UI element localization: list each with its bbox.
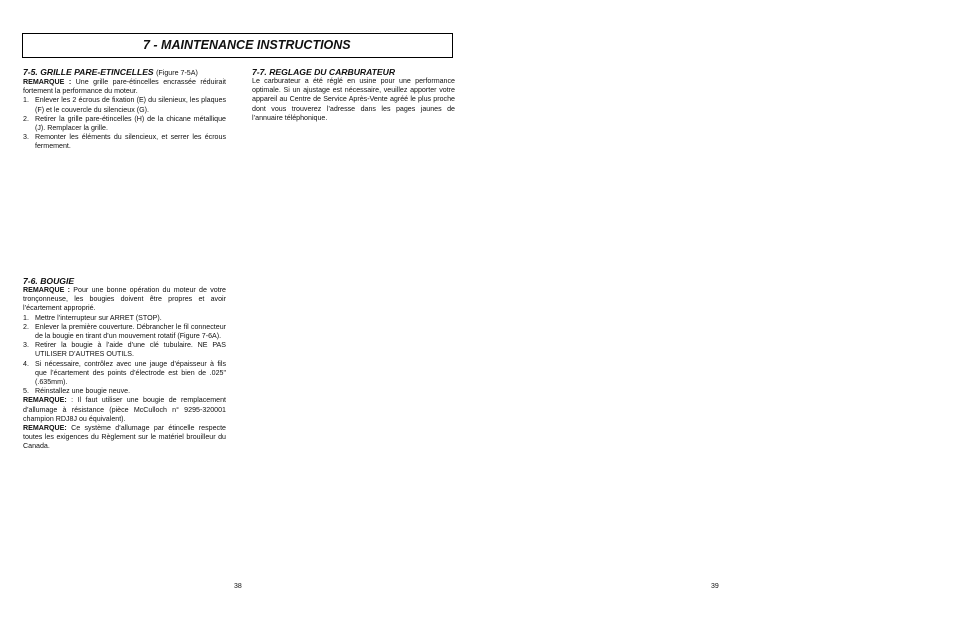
section-7-6-note-3 <box>23 424 226 452</box>
step-text: Retirer la grille pare-étincelles (H) de la chicane métallique (J). Remplacer la grille. <box>35 114 226 133</box>
section-7-7-text: Le carburateur a été réglé en usine pour une performance optimale. Si un ajustage est nécessaire, veuillez apporter votre appareil au Centre de Service Après-Vente agréé le plus proche dont vous trouverez l’adresse dans les pages jaunes de l’annuaire téléphonique. <box>252 77 455 122</box>
list-item <box>23 360 226 388</box>
section-title-box <box>22 33 453 58</box>
section-7-6-heading: 7-6. BOUGIE <box>23 276 75 286</box>
step-text: Enlever la première couverture. Débrancher le fil connecteur de la bougie en tirant d’un mouvement rotatif (Figure 7-6A). <box>35 322 226 341</box>
note-label: REMARQUE: <box>23 396 67 405</box>
note-text: Pour une bonne opération du moteur de votre tronçonneuse, les bougies doivent être propres et avoir l’écartement approprié. <box>23 286 226 313</box>
section-7-6-note-2 <box>23 396 226 424</box>
step-text: Réinstallez une bougie neuve. <box>35 387 131 396</box>
step-number: 2. <box>23 322 29 331</box>
note-label: REMARQUE : <box>23 286 71 294</box>
step-text: Remonter les éléments du silencieux, et serrer les écrous fermement. <box>35 133 226 151</box>
section-7-7-heading: 7-7. REGLAGE DU CARBURATEUR <box>252 67 396 77</box>
note-label: REMARQUE: <box>23 424 67 433</box>
step-number: 4. <box>23 359 29 368</box>
figure-ref-7-5a: (Figure 7-5A) <box>156 69 198 77</box>
list-item <box>23 96 226 114</box>
list-item <box>23 323 226 341</box>
section-7-7 <box>252 67 455 123</box>
step-number: 3. <box>23 133 29 142</box>
section-7-5-heading <box>23 67 226 78</box>
page-number-left: 38 <box>234 583 242 590</box>
section-7-5-steps <box>23 96 226 151</box>
note-text: Ce système d’allumage par étincelle respecte toutes les exigences du Règlement sur le matériel brouilleur du Canada. <box>23 424 226 451</box>
section-7-6 <box>23 276 226 452</box>
step-text: Mettre l’interrupteur sur ARRET (STOP). <box>35 313 162 322</box>
note-text: : Il faut utiliser une bougie de remplacement d’allumage à résistance (pièce McCulloch n° 9295-320001 champion RDJ8J ou équivalent). <box>23 396 226 423</box>
list-item <box>23 341 226 359</box>
step-number: 2. <box>23 114 29 123</box>
list-item <box>23 314 226 323</box>
step-text: Retirer la bougie à l’aide d’une clé tubulaire. NE PAS UTILISER D’AUTRES OUTILS. <box>35 341 226 359</box>
note-text: Une grille pare-étincelles encrassée réduirait fortement la performance du moteur. <box>23 78 227 96</box>
step-number: 1. <box>23 96 29 105</box>
section-7-5-heading-text: 7-5. GRILLE PARE-ETINCELLES <box>23 67 154 77</box>
step-number: 5. <box>23 387 29 396</box>
list-item <box>23 115 226 133</box>
step-number: 3. <box>23 341 29 350</box>
page-title: 7 - MAINTENANCE INSTRUCTIONS <box>143 38 351 52</box>
section-7-5 <box>23 67 226 152</box>
step-text: Si nécessaire, contrôlez avec une jauge d’épaisseur à fils que l’écartement des points d’électrode est bien de .025" (.635mm). <box>35 359 226 387</box>
list-item <box>23 387 226 396</box>
section-7-5-note <box>23 78 226 96</box>
section-7-6-steps <box>23 314 226 397</box>
note-label: REMARQUE : <box>23 78 72 86</box>
page-number-right: 39 <box>711 583 719 590</box>
list-item <box>23 133 226 151</box>
section-7-6-note <box>23 286 226 314</box>
step-number: 1. <box>23 313 29 322</box>
step-text: Enlever les 2 écrous de fixation (E) du silenieux, les plaques (F) et le couvercle du silencieux (G). <box>35 96 226 114</box>
